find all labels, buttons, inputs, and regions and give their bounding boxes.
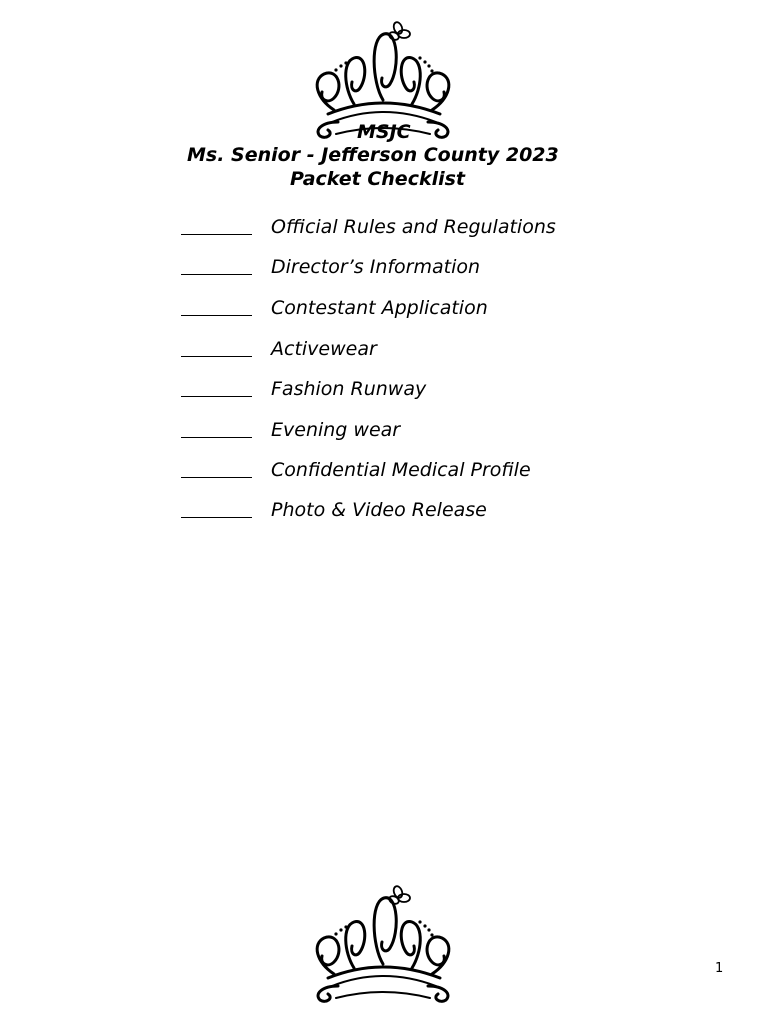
checkbox-blank[interactable]	[181, 477, 252, 478]
checkbox-blank[interactable]	[181, 437, 252, 438]
checkbox-blank[interactable]	[181, 315, 252, 316]
document-acronym: MSJC	[357, 121, 411, 143]
checkbox-blank[interactable]	[181, 396, 252, 397]
document-subtitle: Packet Checklist	[290, 168, 466, 190]
checklist-item	[181, 376, 601, 404]
checklist-item-label: Evening wear	[271, 419, 401, 441]
checkbox-blank[interactable]	[181, 356, 252, 357]
checklist-item-label: Activewear	[271, 338, 377, 360]
checklist-item	[181, 336, 601, 364]
checklist-item	[181, 457, 601, 485]
checklist-item-label: Contestant Application	[271, 297, 488, 319]
document-title: Ms. Senior - Jefferson County 2023	[187, 144, 559, 166]
checklist-item	[181, 417, 601, 445]
checklist-item-label: Photo & Video Release	[271, 499, 487, 521]
checklist-item-label: Official Rules and Regulations	[271, 216, 556, 238]
checklist-item	[181, 497, 601, 525]
checklist-item	[181, 214, 601, 242]
checkbox-blank[interactable]	[181, 274, 252, 275]
checkbox-blank[interactable]	[181, 234, 252, 235]
checklist-item	[181, 254, 601, 282]
checklist-item-label: Director’s Information	[271, 256, 481, 278]
page-number: 1	[715, 961, 724, 976]
checklist-item-label: Confidential Medical Profile	[271, 459, 531, 481]
checkbox-blank[interactable]	[181, 517, 252, 518]
tiara-footer-icon	[308, 882, 458, 1006]
checklist-item-label: Fashion Runway	[271, 378, 427, 400]
checklist-item	[181, 295, 601, 323]
